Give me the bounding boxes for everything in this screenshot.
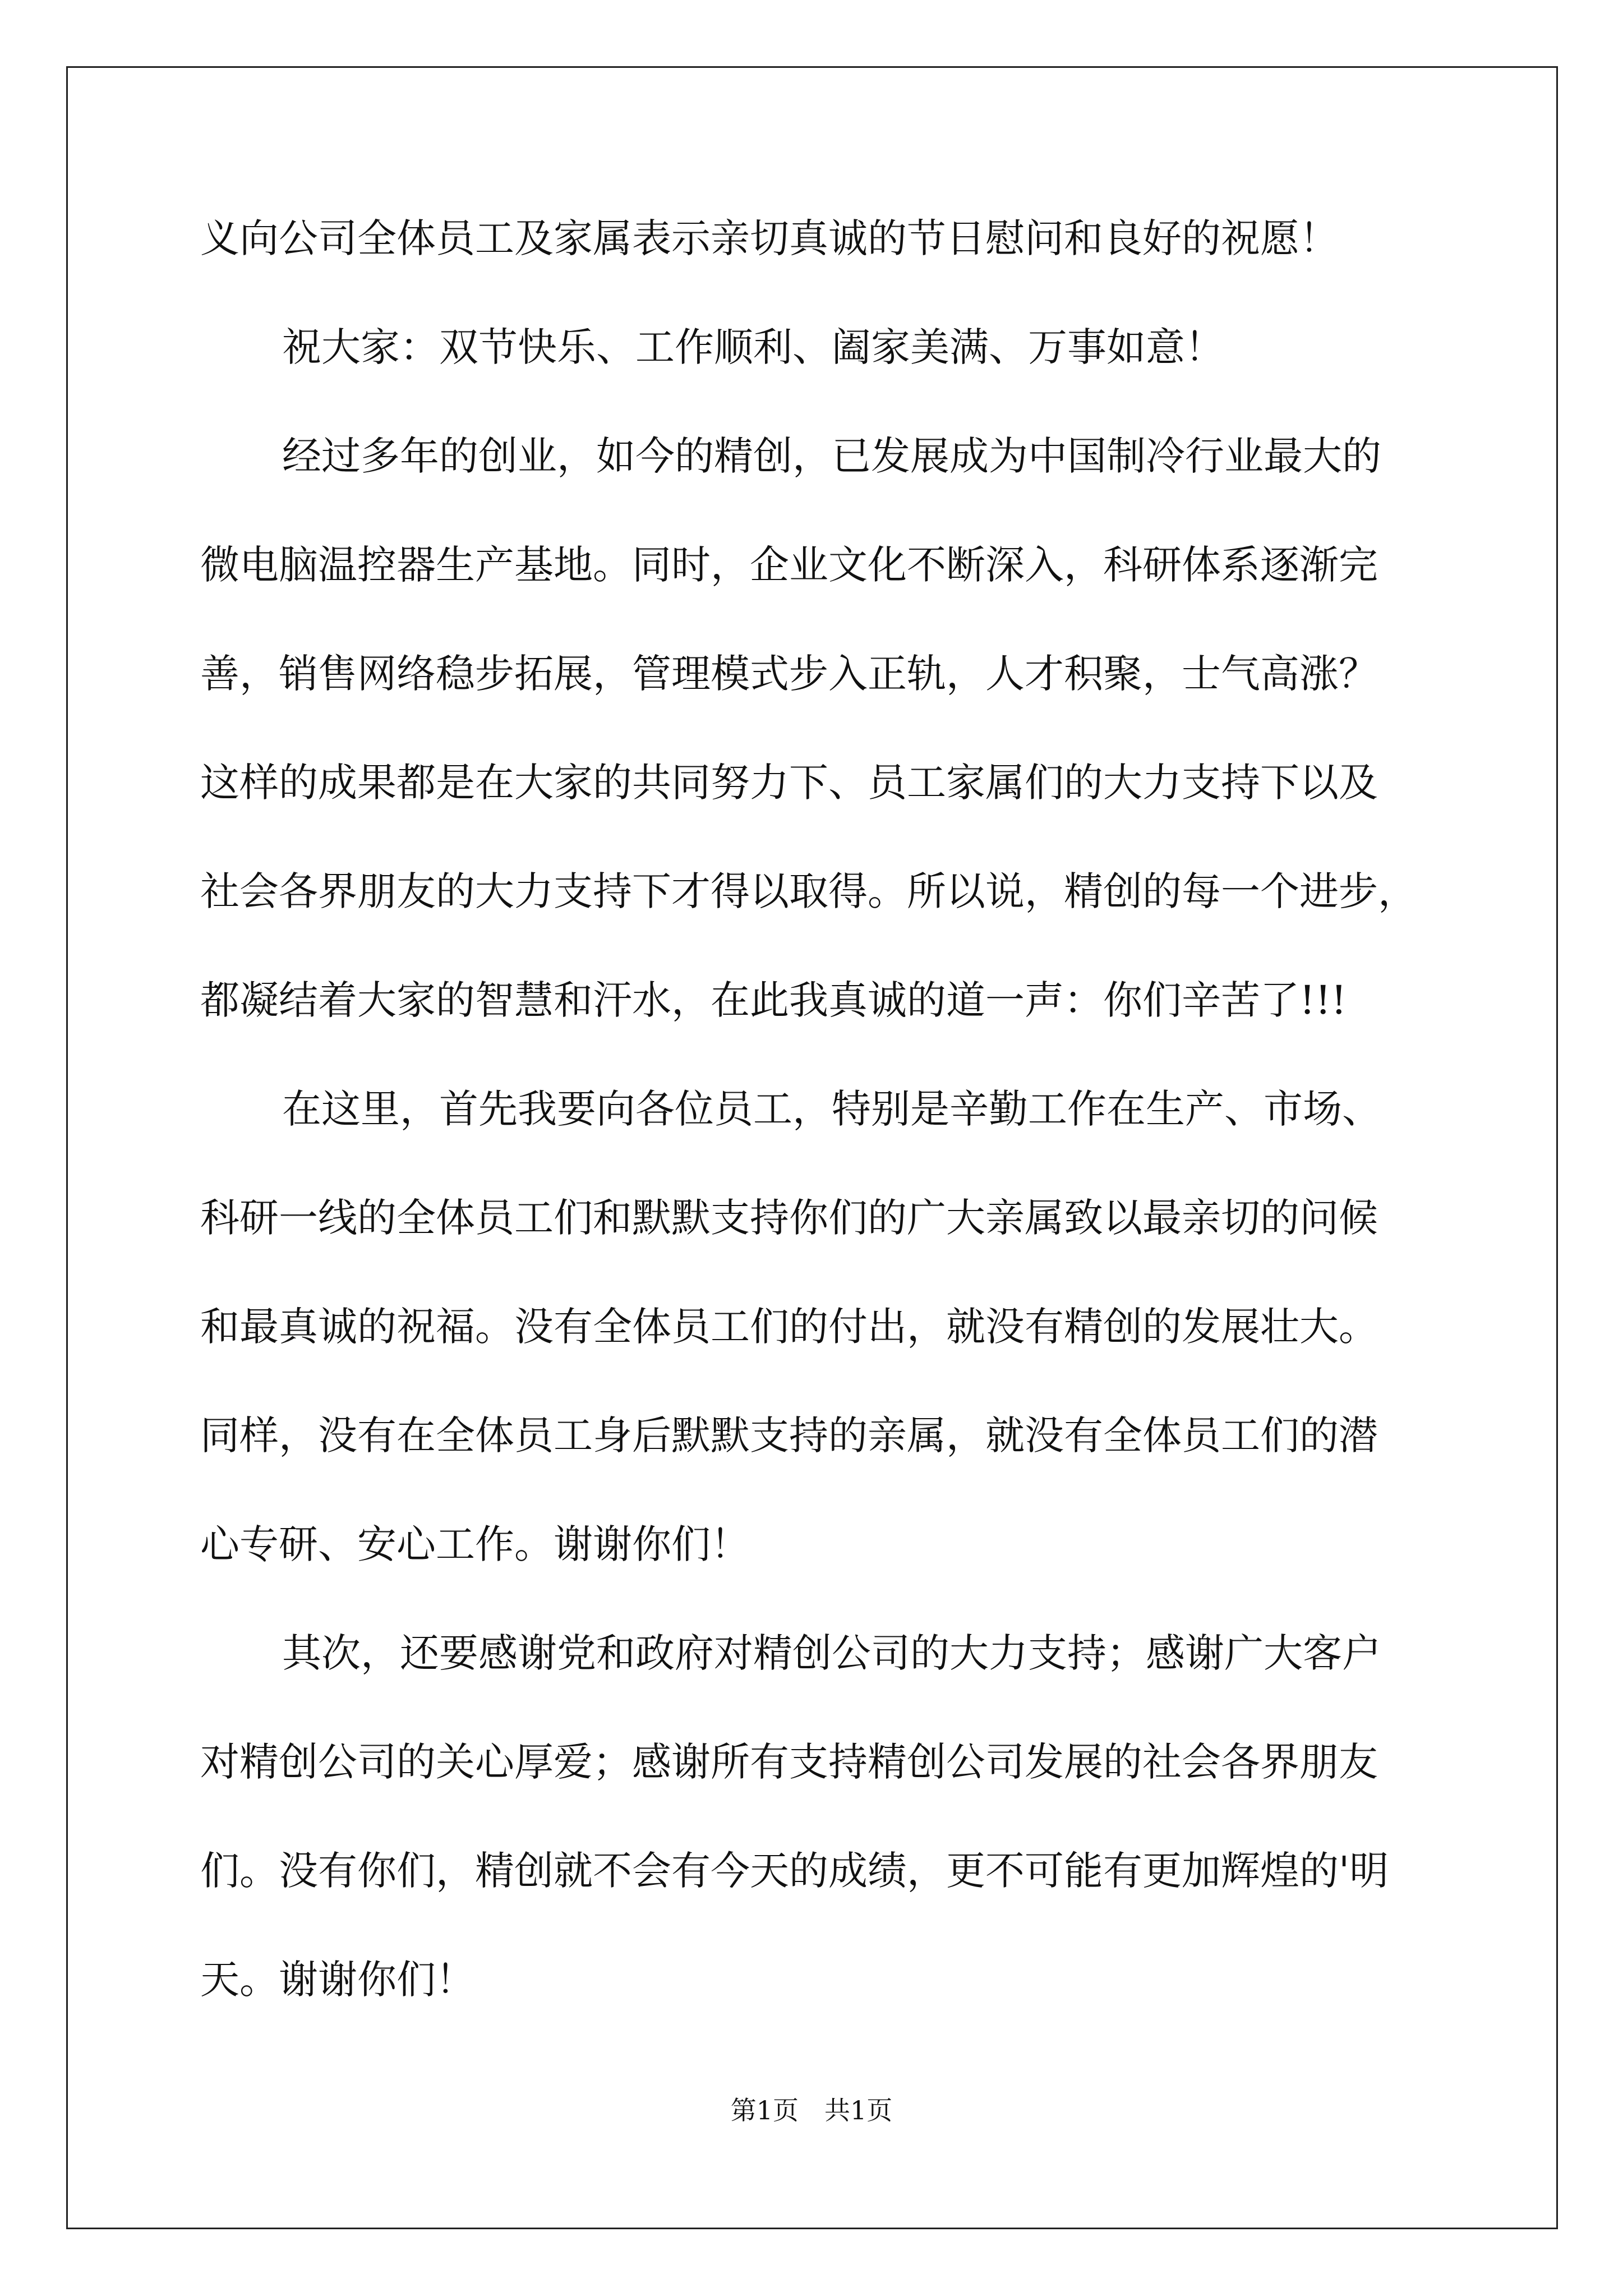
text-line: 义向公司全体员工及家属表示亲切真诚的节日慰问和良好的祝愿！ [200,215,1339,261]
text-line: 和最真诚的祝福。没有全体员工们的付出，就没有精创的发展壮大。 [200,1304,1378,1350]
text-line: 这样的成果都是在大家的共同努力下、员工家属们的大力支持下以及 [200,760,1378,806]
text-line: 社会各界朋友的大力支持下才得以取得。所以说，精创的每一个进步， [200,868,1417,914]
text-line: 们。没有你们，精创就不会有今天的成绩，更不可能有更加辉煌的'明 [200,1848,1389,1894]
text-line: 都凝结着大家的智慧和汗水，在此我真诚的道一声：你们辛苦了!!! [200,977,1347,1023]
text-line: 天。谢谢你们！ [200,1957,475,2003]
text-line: 经过多年的创业，如今的精创，已发展成为中国制冷行业最大的 [282,433,1381,479]
page-footer: 第1页 共1页 [730,2095,893,2125]
text-line: 对精创公司的关心厚爱；感谢所有支持精创公司发展的社会各界朋友 [200,1739,1378,1785]
text-line: 微电脑温控器生产基地。同时，企业文化不断深入，科研体系逐渐完 [200,542,1378,588]
text-line: 在这里，首先我要向各位员工，特别是辛勤工作在生产、市场、 [282,1086,1381,1132]
text-line: 善，销售网络稳步拓展，管理模式步入正轨，人才积聚，士气高涨？ [200,651,1378,697]
text-line: 同样，没有在全体员工身后默默支持的亲属，就没有全体员工们的潜 [200,1412,1378,1458]
text-line: 心专研、安心工作。谢谢你们！ [200,1521,750,1567]
text-line: 祝大家：双节快乐、工作顺利、阖家美满、万事如意！ [282,324,1224,370]
page-border [66,66,1558,2229]
text-line: 其次，还要感谢党和政府对精创公司的大力支持；感谢广大客户 [282,1630,1381,1676]
text-line: 科研一线的全体员工们和默默支持你们的广大亲属致以最亲切的问候 [200,1195,1378,1241]
